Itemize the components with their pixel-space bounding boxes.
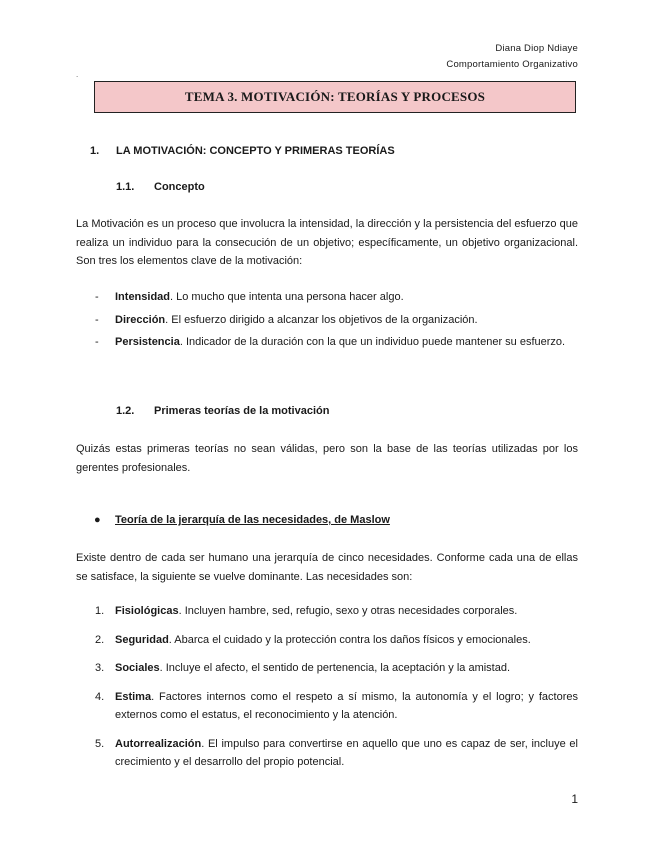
elements-list [76, 288, 578, 352]
header-author: Diana Diop Ndiaye [495, 43, 578, 54]
list-term: Sociales [115, 662, 160, 674]
concept-paragraph: La Motivación es un proceso que involucra la intensidad, la dirección y la persistencia del esfuerzo que realiza un individuo para la consecución de un objetivo; específicamente, un objetivo organizacional. Son tres los elementos clave de la motivación: [76, 218, 578, 267]
list-term: Estima [115, 690, 152, 703]
list-text: . Indicador de la duración con la que un individuo puede mantener su esfuerzo. [179, 336, 566, 348]
maslow-paragraph: Existe dentro de cada ser humano una jerarquía de cinco necesidades. Conforme cada una de ellas se satisface, la siguiente se vuelve dominante. Las necesidades son: [76, 552, 578, 583]
list-text: . Abarca el cuidado y la protección contra los daños físicos y emocionales. [168, 633, 531, 646]
list-text: . Lo mucho que intenta una persona hacer algo. [170, 291, 404, 303]
document-title: TEMA 3. MOTIVACIÓN: TEORÍAS Y PROCESOS [184, 89, 486, 104]
section-1-2-number: 1.2. [116, 405, 135, 417]
list-term: Intensidad [115, 291, 171, 303]
section-1-1-title: Concepto [154, 181, 205, 193]
maslow-title: Teoría de la jerarquía de las necesidades, de Maslow [115, 514, 390, 526]
bullet-marker: ● [94, 514, 101, 526]
section-1-title: LA MOTIVACIÓN: CONCEPTO Y PRIMERAS TEORÍAS [116, 145, 395, 157]
section-1-number: 1. [90, 145, 100, 157]
section-1-heading [90, 145, 395, 157]
stray-mark: . [76, 70, 79, 79]
section-1-2-heading [116, 405, 329, 417]
list-marker: 4. [95, 690, 105, 703]
list-term: Autorrealización [115, 737, 202, 750]
list-text: . El esfuerzo dirigido a alcanzar los objetivos de la organización. [165, 313, 478, 326]
list-marker: - [95, 313, 99, 326]
list-term: Persistencia [115, 336, 180, 348]
list-text: . El impulso para convertirse en aquello que uno es capaz de ser, incluye el crecimiento y el desarrollo del propio potencial. [115, 737, 578, 768]
list-marker: - [95, 291, 99, 303]
list-item [76, 333, 578, 352]
page-header [446, 41, 578, 73]
list-item [76, 735, 578, 772]
section-1-1-heading [116, 181, 205, 193]
section-1-1-number: 1.1. [116, 181, 135, 193]
list-item [76, 631, 578, 650]
list-marker: - [95, 336, 99, 348]
header-subject: Comportamiento Organizativo [446, 59, 578, 70]
list-text: . Factores internos como el respeto a sí mismo, la autonomía y el logro; y factores externos como el estatus, el reconocimiento y la atención. [115, 690, 578, 721]
needs-list [76, 602, 578, 772]
list-term: Dirección [115, 313, 166, 326]
list-text: . Incluye el afecto, el sentido de pertenencia, la aceptación y la amistad. [159, 662, 511, 674]
list-item [76, 659, 578, 678]
list-marker: 1. [95, 605, 105, 617]
list-item [76, 688, 578, 725]
list-item [76, 311, 578, 330]
list-term: Fisiológicas [115, 605, 179, 617]
list-marker: 2. [95, 633, 105, 646]
page-number: 1 [571, 792, 578, 806]
theories-paragraph: Quizás estas primeras teorías no sean válidas, pero son la base de las teorías utilizadas por los gerentes profesionales. [76, 443, 578, 474]
list-item [76, 288, 578, 307]
list-term: Seguridad [115, 633, 169, 646]
maslow-heading [94, 514, 390, 526]
list-marker: 5. [95, 737, 105, 750]
list-item [76, 602, 578, 621]
list-marker: 3. [95, 662, 105, 674]
section-1-2-title: Primeras teorías de la motivación [154, 405, 330, 417]
title-box [94, 81, 576, 113]
list-text: . Incluyen hambre, sed, refugio, sexo y otras necesidades corporales. [178, 605, 518, 617]
